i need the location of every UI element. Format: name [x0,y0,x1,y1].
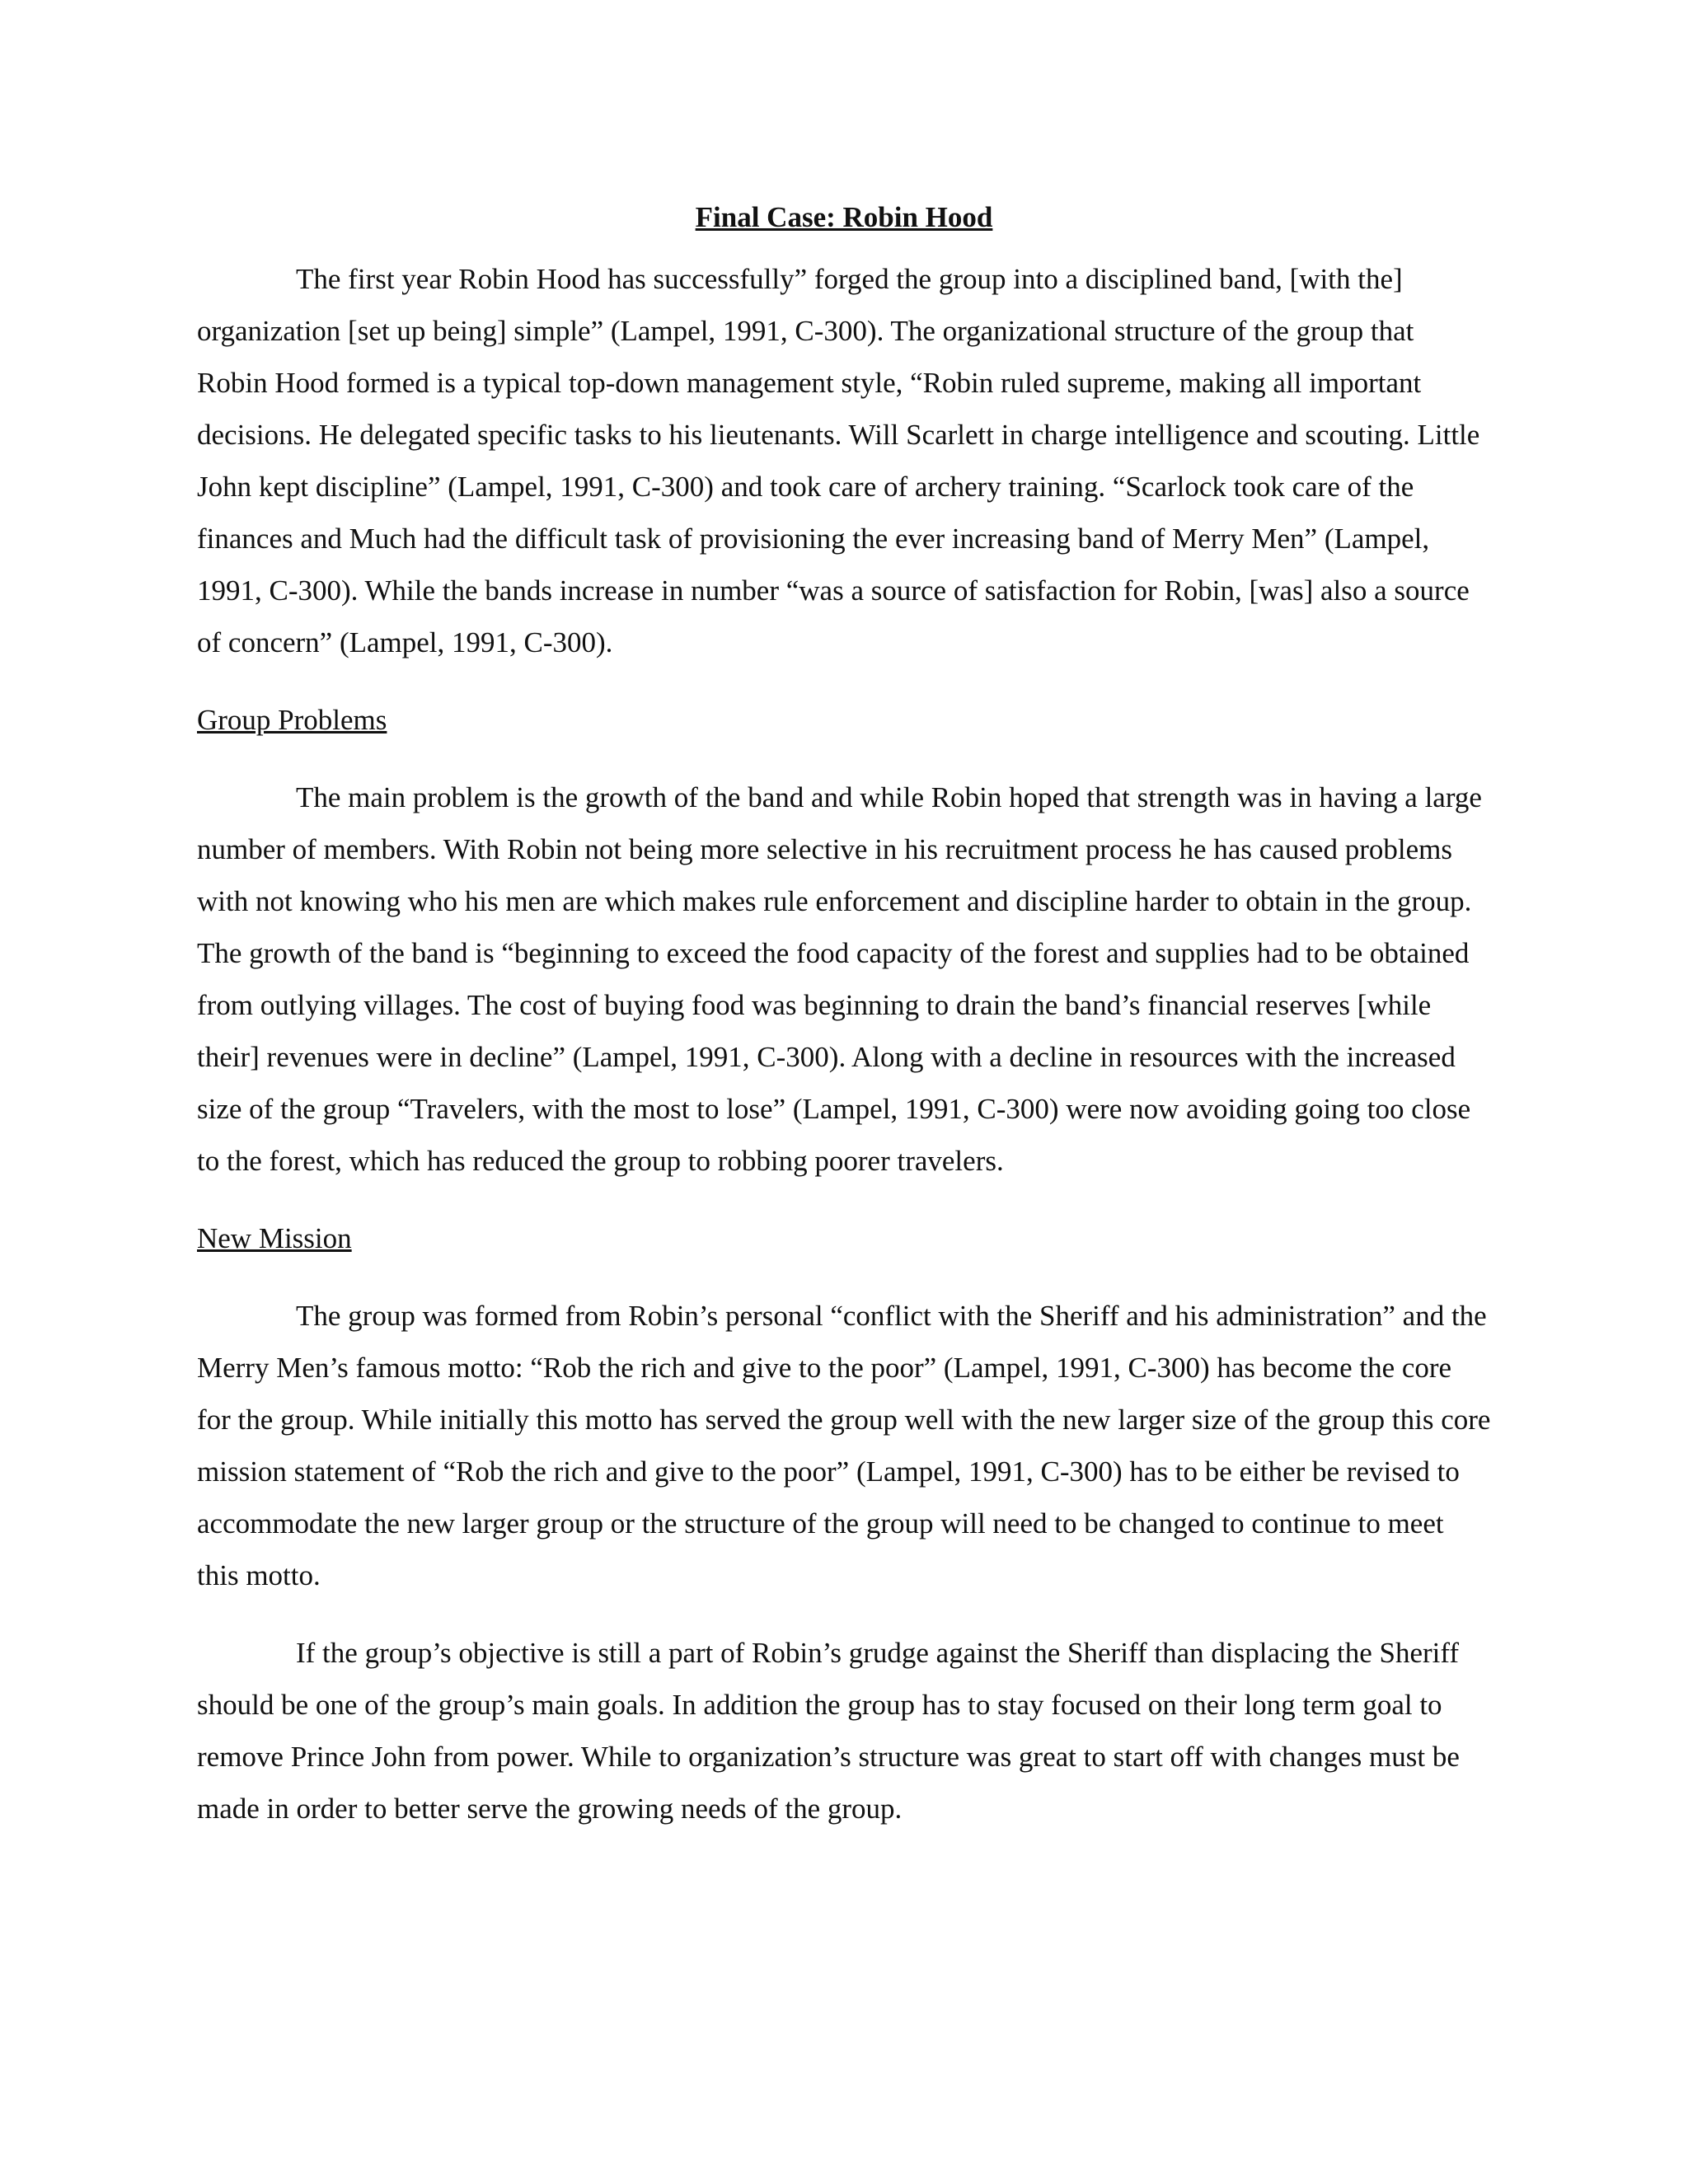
document-title: Final Case: Robin Hood [695,201,993,233]
new-mission-paragraph-2: If the group’s objective is still a part of Robin’s grudge against the Sheriff than displacing the Sheriff should be one of the group’s main goals. In addition the group has to stay focused on their long term goal to remove Prince John from power. While to organization’s structure was great to start off with changes must be made in order to better serve the growing needs of the group. [197,1637,1460,1825]
new-mission-paragraph-1: The group was formed from Robin’s personal “conflict with the Sheriff and his administration” and the Merry Men’s famous motto: “Rob the rich and give to the poor” (Lampel, 1991, C-300) has become the core for the group. While initially this motto has served the group well with the new larger size of the group this core mission statement of “Rob the rich and give to the poor” (Lampel, 1991, C-300) has to be either be revised to accommodate the new larger group or the structure of the group will need to be changed to continue to meet this motto. [197,1300,1491,1591]
section-heading-group-problems: Group Problems [197,704,387,736]
section-heading-new-mission: New Mission [197,1222,352,1254]
document-body [197,191,1491,1860]
intro-paragraph: The first year Robin Hood has successfully” forged the group into a disciplined band, [with the] organization [set up being] simple” (Lampel, 1991, C-300). The organizational structure of the group that Robin Hood formed is a typical top-down management style, “Robin ruled supreme, making all important decisions. He delegated specific tasks to his lieutenants. Will Scarlett in charge intelligence and scouting. Little John kept discipline” (Lampel, 1991, C-300) and took care of archery training. “Scarlock took care of the finances and Much had the difficult task of provisioning the ever increasing band of Merry Men” (Lampel, 1991, C-300). While the bands increase in number “was a source of satisfaction for Robin, [was] also a source of concern” (Lampel, 1991, C-300). [197,263,1480,658]
group-problems-paragraph: The main problem is the growth of the band and while Robin hoped that strength was in having a large number of members. With Robin not being more selective in his recruitment process he has caused problems with not knowing who his men are which makes rule enforcement and discipline harder to obtain in the group. The growth of the band is “beginning to exceed the food capacity of the forest and supplies had to be obtained from outlying villages. The cost of buying food was beginning to drain the band’s financial reserves [while their] revenues were in decline” (Lampel, 1991, C-300). Along with a decline in resources with the increased size of the group “Travelers, with the most to lose” (Lampel, 1991, C-300) were now avoiding going too close to the forest, which has reduced the group to robbing poorer travelers. [197,781,1482,1177]
